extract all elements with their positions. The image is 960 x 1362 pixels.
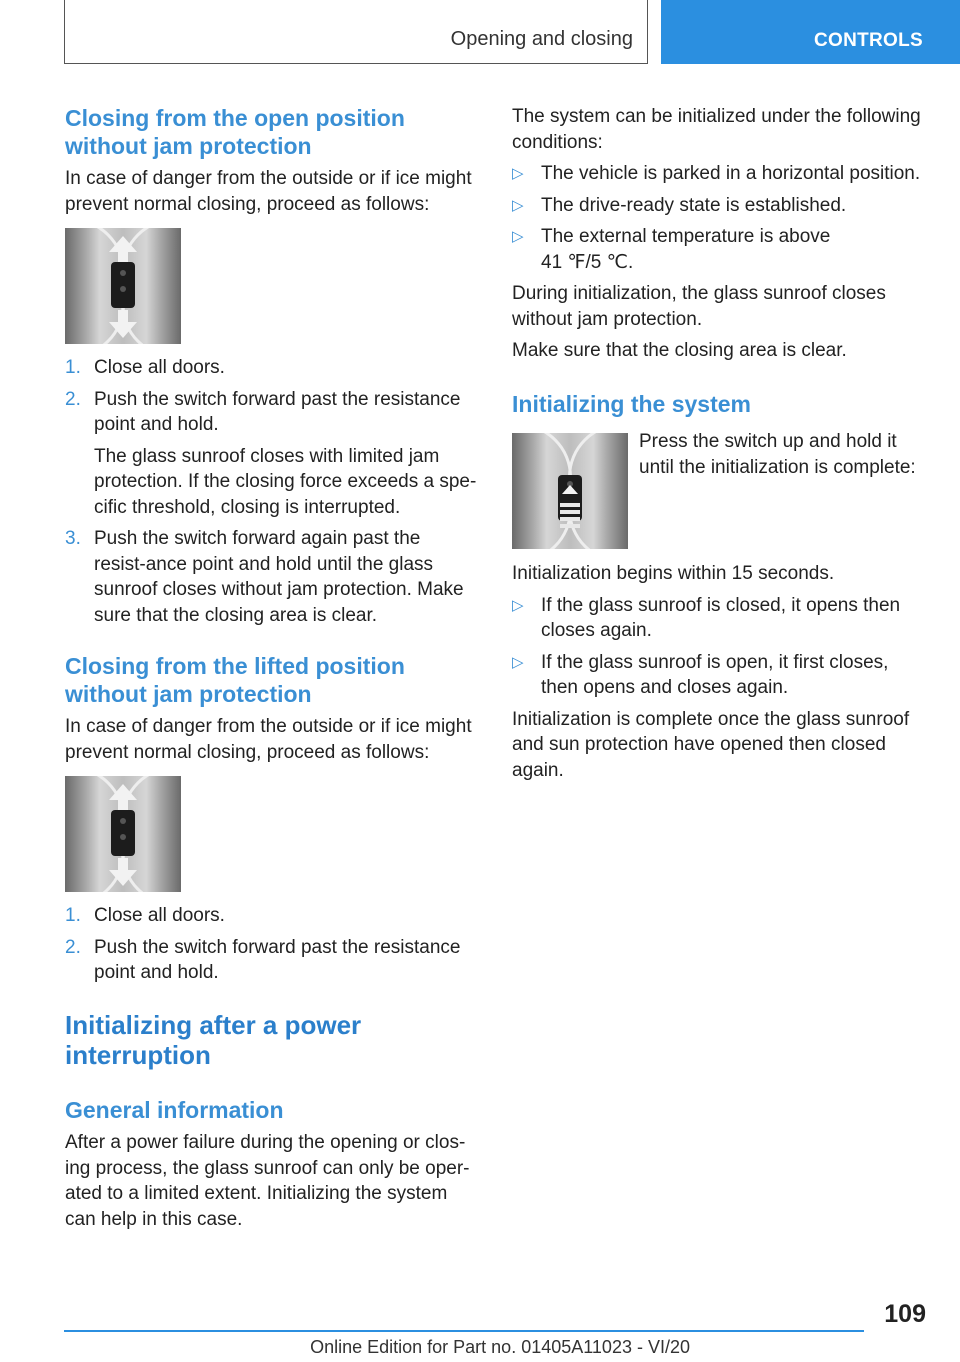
list-item-note: The glass sunroof closes with limited jam protection. If the closing force exceeds a spe‐cific threshold, closing is interrupted. (94, 445, 477, 518)
heading-open-position: Closing from the open position without jam protection (65, 105, 405, 159)
page-number: 109 (884, 1300, 926, 1328)
list-item: 3. Push the switch forward again past the resist‐ance point and hold until the glass sunroof closes without jam protection. Make sure that the closing area is clear. (65, 528, 464, 626)
section-general-info (65, 1096, 477, 1232)
list-item: 1. Close all doors. (65, 905, 225, 926)
section-lifted-position (65, 652, 477, 765)
list-item: ▷ The vehicle is parked in a horizontal position. (512, 161, 924, 187)
section-initializing (512, 390, 924, 418)
heading-lifted-position: Closing from the lifted position without jam protection (65, 653, 405, 707)
list-item: ▷ If the glass sunroof is open, it first closes, then opens and closes again. (512, 651, 889, 698)
switch-illustration-2 (65, 776, 181, 892)
triangle-bullet-icon: ▷ (512, 196, 524, 214)
arrow-down-icon (109, 870, 137, 886)
figure-caption: Press the switch up and hold it until the initialization is complete: (639, 431, 916, 478)
switch-illustration-1 (65, 228, 181, 344)
triangle-bullet-icon: ▷ (512, 165, 524, 182)
triangle-bullet-icon: ▷ (512, 653, 524, 671)
list-item: 1. Close all doors. (65, 357, 225, 378)
chapter-tab[interactable] (661, 0, 960, 64)
list-item: ▷ The drive-ready state is established. (512, 193, 924, 219)
heading-general-info: General information (65, 1097, 284, 1123)
init-complete-text: Initialization is complete once the glass sunroof and sun protection have opened then closed again. (512, 708, 910, 781)
section-open-position (65, 104, 477, 217)
arrow-down-icon (109, 322, 137, 338)
footer-edition: Online Edition for Part no. 01405A11023 - VI/20 (310, 1337, 690, 1357)
triangle-bullet-icon: ▷ (512, 228, 524, 245)
list-item: 2. Push the switch forward past the resistance point and hold. (65, 388, 461, 435)
init-note-1: During initialization, the glass sunroof closes without jam protection. (512, 283, 886, 330)
heading-power-interruption: Initializing after a power interruption (65, 1010, 362, 1070)
steps-open-position (65, 355, 477, 628)
init-note-2: Make sure that the closing area is clear. (512, 340, 847, 361)
conditions-intro: The system can be initialized under the following conditions: (512, 106, 921, 153)
list-item: 2. Push the switch forward past the resistance point and hold. (65, 936, 461, 983)
triangle-bullet-icon: ▷ (512, 596, 524, 614)
intro-open-position: In case of danger from the outside or if ice might prevent normal closing, proceed as follows: (65, 168, 472, 215)
section-title: Opening and closing (450, 28, 633, 50)
switch-icon (111, 810, 135, 856)
switch-illustration-3 (512, 433, 628, 549)
intro-lifted-position: In case of danger from the outside or if ice might prevent normal closing, proceed as follows: (65, 716, 472, 763)
heading-initializing: Initializing the system (512, 391, 751, 417)
chapter-label: CONTROLS (814, 30, 924, 51)
section-power-interruption (65, 1010, 395, 1070)
switch-icon (111, 262, 135, 308)
footer-divider (64, 1330, 864, 1332)
init-process (512, 561, 924, 783)
list-item: ▷ If the glass sunroof is closed, it opens then closes again. (512, 594, 901, 641)
general-info-text: After a power failure during the opening or clos‐ing process, the glass sunroof can only be oper‐ated to a limited extent. Initializing the system can help in this case. (65, 1132, 470, 1230)
list-item: ▷ The external temperature is above 41 ℉/5 ℃. (512, 226, 831, 273)
init-conditions (512, 104, 924, 364)
header-section-box (64, 0, 648, 64)
steps-lifted-position (65, 903, 477, 986)
init-begin-text: Initialization begins within 15 seconds. (512, 563, 835, 584)
arrow-up-icon (562, 485, 578, 494)
arrow-up-icon (109, 784, 137, 800)
arrow-up-icon (109, 236, 137, 252)
